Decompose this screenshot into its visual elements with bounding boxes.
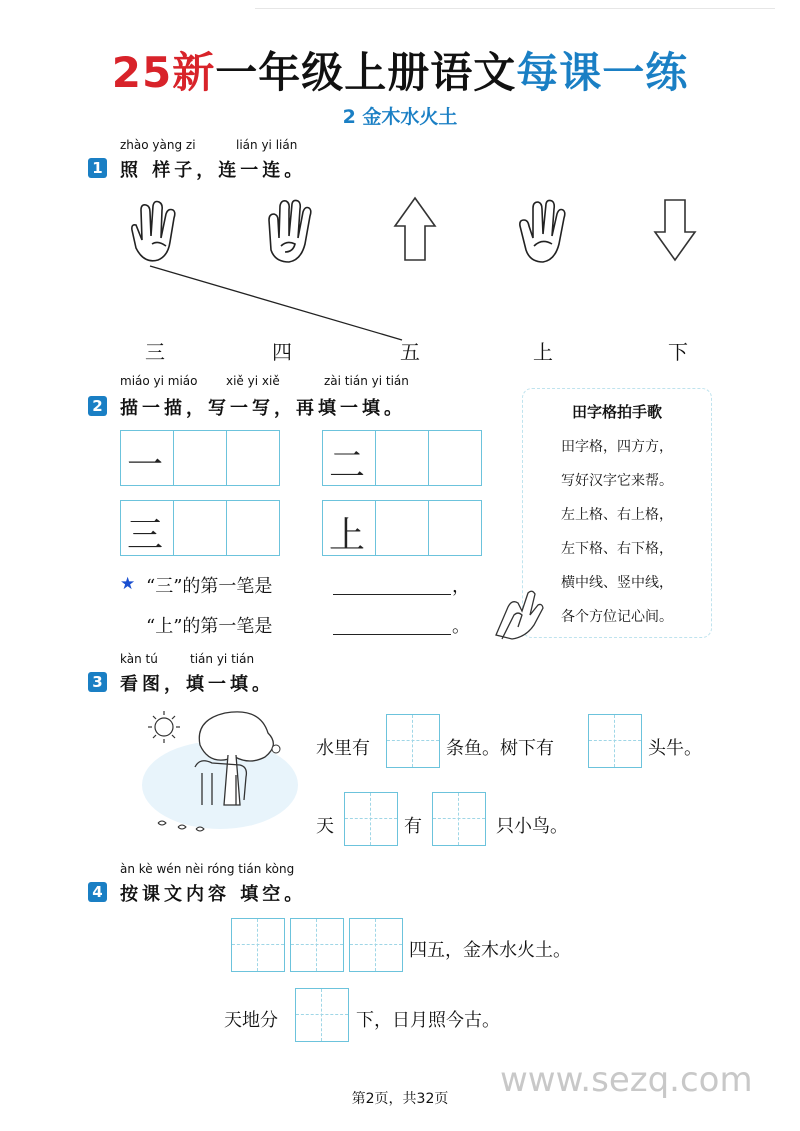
stroke-answer-blank-1[interactable] (333, 594, 451, 595)
watermark: www.sezq.com (500, 1060, 753, 1100)
q4-number-badge: 4 (88, 882, 107, 902)
q3-line2-part-c: 只小鸟。 (496, 816, 568, 837)
stroke-question-2: “上”的第一笔是 (146, 616, 273, 637)
title-part-black: 一年级上册语文 (215, 48, 517, 97)
writing-grid-yi[interactable] (120, 430, 280, 486)
stroke-question-1: “三”的第一笔是 (146, 576, 273, 597)
q3-number-badge: 3 (88, 672, 107, 692)
poem-box (522, 388, 712, 638)
q2-pinyin-3: zài tián yi tián (324, 374, 409, 388)
stroke-question-1-end: ， (452, 576, 470, 597)
bird-count-box[interactable] (432, 792, 486, 846)
fish-count-box[interactable] (386, 714, 440, 768)
grid-char-san: 三 (127, 515, 164, 556)
grid-char-shang: 上 (329, 515, 366, 556)
q3-line1-part-c: 头牛。 (648, 738, 702, 759)
page-title (0, 40, 800, 100)
writing-grid-er[interactable] (322, 430, 482, 486)
writing-grid-shang[interactable] (322, 500, 482, 556)
poem-line: 各个方位记心间。 (561, 609, 673, 625)
three-fingers-hand-icon (132, 202, 175, 261)
five-fingers-hand-icon (520, 200, 565, 262)
q3-instruction: 看图，填一填。 (120, 674, 274, 695)
top-rule (255, 8, 775, 9)
four-fingers-hand-icon (269, 200, 311, 262)
cow-count-box[interactable] (588, 714, 642, 768)
grid-char-er: 二 (329, 445, 366, 486)
poem-title: 田字格拍手歌 (571, 403, 662, 421)
q2-number-badge: 2 (88, 396, 107, 416)
star-icon: ★ (120, 574, 136, 594)
q1-pinyin-2: lián yi lián (236, 138, 298, 152)
q1-word-3: 五 (400, 340, 420, 364)
page-footer: 第2页，共32页 (351, 1091, 449, 1107)
clapping-hands-icon (488, 585, 548, 640)
title-part-red: 25新 (111, 48, 216, 97)
title-part-blue: 每课一练 (516, 48, 689, 97)
lesson-subtitle: 2 金木水火土 (342, 106, 458, 128)
q1-word-2: 四 (272, 340, 292, 364)
recite-box-2[interactable] (290, 918, 344, 972)
stroke-question-2-end: 。 (452, 616, 470, 637)
sky-char-box[interactable] (344, 792, 398, 846)
q4-line2-part-b: 下，日月照今古。 (356, 1010, 500, 1031)
down-arrow-icon (655, 200, 695, 260)
up-arrow-icon (395, 198, 435, 260)
q1-pinyin-1: zhào yàng zi (120, 138, 196, 152)
q3-line2-part-b: 有 (404, 816, 422, 837)
poem-line: 左下格、右下格， (561, 541, 673, 557)
recite-box-3[interactable] (349, 918, 403, 972)
recite-box-4[interactable] (295, 988, 349, 1042)
q3-pinyin-1: kàn tú (120, 652, 158, 666)
q3-line1-part-a: 水里有 (316, 738, 370, 759)
poem-line: 田字格，四方方， (561, 439, 673, 455)
q3-pinyin-2: tián yi tián (190, 652, 255, 666)
q3-line2-part-a: 天 (316, 816, 334, 837)
q4-line2-part-a: 天地分 (224, 1010, 278, 1031)
q2-instruction: 描一描，写一写，再填一填。 (120, 398, 406, 419)
q4-line1-text: 四五，金木水火土。 (409, 940, 571, 961)
stroke-answer-blank-2[interactable] (333, 634, 451, 635)
q3-scene-illustration (140, 705, 300, 835)
q1-word-5: 下 (668, 340, 688, 364)
writing-grid-san[interactable] (120, 500, 280, 556)
q4-instruction: 按课文内容 填空。 (120, 884, 307, 905)
q2-pinyin-2: xiě yi xiě (226, 374, 280, 388)
poem-line: 横中线、竖中线， (561, 575, 673, 591)
q1-number-badge: 1 (88, 158, 107, 178)
poem-line: 左上格、右上格， (561, 507, 673, 523)
q1-word-1: 三 (145, 340, 165, 364)
poem-line: 写好汉字它来帮。 (561, 473, 673, 489)
q4-pinyin: àn kè wén nèi róng tián kòng (120, 862, 295, 876)
recite-box-1[interactable] (231, 918, 285, 972)
q3-line1-part-b: 条鱼。树下有 (446, 738, 554, 759)
q1-word-4: 上 (533, 340, 553, 364)
q1-instruction: 照 样子，连一连。 (120, 160, 307, 181)
grid-char-yi: 一 (127, 445, 164, 486)
q2-pinyin-1: miáo yi miáo (120, 374, 198, 388)
